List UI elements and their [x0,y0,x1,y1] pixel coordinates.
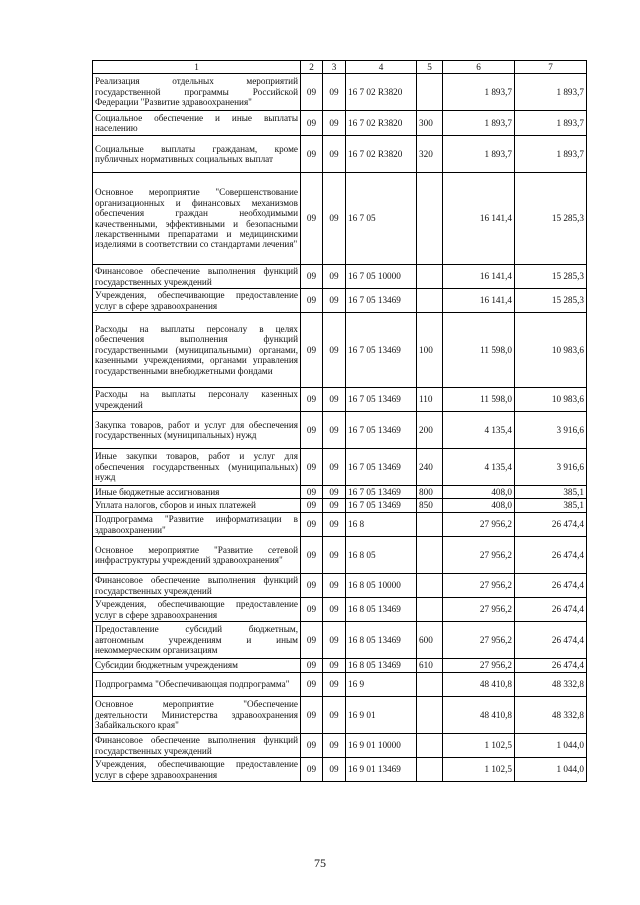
row-expense-type [417,758,443,782]
row-expense-type [417,598,443,622]
table-row [93,173,587,265]
row-subsection: 09 [323,388,346,412]
row-target-code: 16 7 05 13469 [346,388,417,412]
row-value-6: 11 598,0 [443,388,515,412]
row-value-7: 26 474,4 [515,598,587,622]
row-section: 09 [301,598,323,622]
row-subsection: 09 [323,486,346,499]
row-target-code: 16 8 05 10000 [346,574,417,598]
table-row [93,734,587,758]
row-subsection: 09 [323,598,346,622]
row-expense-type [417,734,443,758]
row-expense-type: 200 [417,412,443,449]
table-row [93,622,587,659]
row-value-7: 26 474,4 [515,622,587,659]
row-target-code: 16 9 01 [346,697,417,734]
table-row [93,486,587,499]
row-expense-type [417,289,443,313]
col-header-4: 4 [346,61,417,74]
row-section: 09 [301,574,323,598]
row-expense-type [417,74,443,111]
row-value-6: 27 956,2 [443,598,515,622]
row-expense-type: 320 [417,136,443,173]
row-name: Социальное обеспечение и иные выплаты населению [93,111,301,136]
table-body [93,74,587,782]
row-name: Иные закупки товаров, работ и услуг для обеспечения государственных (муниципальных) нужд [93,449,301,486]
row-target-code: 16 7 05 13469 [346,412,417,449]
row-value-6: 1 893,7 [443,111,515,136]
row-section: 09 [301,697,323,734]
row-subsection: 09 [323,412,346,449]
row-value-7: 1 893,7 [515,136,587,173]
row-target-code: 16 7 05 13469 [346,449,417,486]
table-row [93,388,587,412]
row-expense-type [417,673,443,697]
row-expense-type: 800 [417,486,443,499]
table-row [93,499,587,513]
row-value-7: 1 893,7 [515,111,587,136]
row-value-6: 1 102,5 [443,758,515,782]
table-row [93,136,587,173]
row-value-6: 11 598,0 [443,313,515,388]
row-section: 09 [301,734,323,758]
row-subsection: 09 [323,734,346,758]
row-value-6: 27 956,2 [443,622,515,659]
row-name: Субсидии бюджетным учреждениям [93,659,301,673]
row-target-code: 16 7 02 R3820 [346,111,417,136]
row-name: Учреждения, обеспечивающие предоставление услуг в сфере здравоохранения [93,598,301,622]
row-subsection: 09 [323,289,346,313]
row-name: Финансовое обеспечение выполнения функций государственных учреждений [93,265,301,289]
row-value-7: 1 044,0 [515,758,587,782]
page-number: 75 [314,856,326,870]
table-row [93,574,587,598]
header-row [93,61,587,74]
row-value-7: 48 332,8 [515,697,587,734]
col-header-7: 7 [515,61,587,74]
row-expense-type [417,537,443,574]
row-subsection: 09 [323,449,346,486]
row-target-code: 16 9 01 10000 [346,734,417,758]
row-value-6: 16 141,4 [443,265,515,289]
row-value-7: 385,1 [515,486,587,499]
row-section: 09 [301,265,323,289]
row-value-7: 15 285,3 [515,173,587,265]
row-subsection: 09 [323,758,346,782]
row-subsection: 09 [323,574,346,598]
row-target-code: 16 7 05 [346,173,417,265]
row-expense-type [417,173,443,265]
row-name: Расходы на выплаты персоналу казенных учреждений [93,388,301,412]
row-value-7: 10 983,6 [515,313,587,388]
row-value-7: 26 474,4 [515,659,587,673]
row-value-7: 26 474,4 [515,513,587,537]
table-row [93,673,587,697]
row-value-7: 26 474,4 [515,537,587,574]
row-name: Подпрограмма "Обеспечивающая подпрограмма" [93,673,301,697]
row-section: 09 [301,313,323,388]
row-value-6: 27 956,2 [443,659,515,673]
col-header-6: 6 [443,61,515,74]
row-subsection: 09 [323,697,346,734]
row-subsection: 09 [323,659,346,673]
table-row [93,758,587,782]
row-section: 09 [301,412,323,449]
table-row [93,289,587,313]
row-section: 09 [301,758,323,782]
table-row [93,513,587,537]
row-name: Реализация отдельных мероприятий государственной программы Российской Федерации "Развитие здравоохранения" [93,74,301,111]
row-target-code: 16 7 02 R3820 [346,136,417,173]
row-section: 09 [301,74,323,111]
budget-table [92,60,587,782]
row-value-6: 4 135,4 [443,412,515,449]
row-name: Основное мероприятие "Обеспечение деятельности Министерства здравоохранения Забайкальского края" [93,697,301,734]
row-subsection: 09 [323,313,346,388]
row-expense-type: 240 [417,449,443,486]
row-value-7: 3 916,6 [515,449,587,486]
row-name: Социальные выплаты гражданам, кроме публичных нормативных социальных выплат [93,136,301,173]
row-subsection: 09 [323,111,346,136]
row-section: 09 [301,622,323,659]
row-target-code: 16 7 05 13469 [346,313,417,388]
row-subsection: 09 [323,499,346,513]
row-value-6: 408,0 [443,499,515,513]
row-expense-type: 300 [417,111,443,136]
table-row [93,598,587,622]
row-value-7: 385,1 [515,499,587,513]
row-value-7: 3 916,6 [515,412,587,449]
table-row [93,659,587,673]
row-name: Основное мероприятие "Развитие сетевой инфраструктуры учреждений здравоохранения" [93,537,301,574]
table-row [93,111,587,136]
row-value-6: 4 135,4 [443,449,515,486]
table-row [93,537,587,574]
row-expense-type: 850 [417,499,443,513]
row-value-7: 15 285,3 [515,289,587,313]
row-value-6: 48 410,8 [443,697,515,734]
col-header-5: 5 [417,61,443,74]
row-name: Иные бюджетные ассигнования [93,486,301,499]
row-value-6: 48 410,8 [443,673,515,697]
table-row [93,74,587,111]
row-section: 09 [301,449,323,486]
row-subsection: 09 [323,265,346,289]
row-name: Учреждения, обеспечивающие предоставление услуг в сфере здравоохранения [93,289,301,313]
row-target-code: 16 8 05 13469 [346,622,417,659]
row-target-code: 16 9 [346,673,417,697]
row-subsection: 09 [323,673,346,697]
row-subsection: 09 [323,537,346,574]
row-value-7: 1 893,7 [515,74,587,111]
row-section: 09 [301,537,323,574]
row-value-6: 1 893,7 [443,136,515,173]
row-name: Подпрограмма "Развитие информатизации в здравоохранении" [93,513,301,537]
row-value-6: 1 102,5 [443,734,515,758]
row-name: Уплата налогов, сборов и иных платежей [93,499,301,513]
row-name: Учреждения, обеспечивающие предоставление услуг в сфере здравоохранения [93,758,301,782]
row-subsection: 09 [323,173,346,265]
row-expense-type: 110 [417,388,443,412]
row-value-7: 1 044,0 [515,734,587,758]
row-value-7: 15 285,3 [515,265,587,289]
row-target-code: 16 9 01 13469 [346,758,417,782]
row-value-6: 16 141,4 [443,289,515,313]
row-section: 09 [301,289,323,313]
col-header-1: 1 [93,61,301,74]
row-name: Расходы на выплаты персоналу в целях обеспечения выполнения функций государственными (муниципальными) органами, казенными учреждениями, органами управления государственными внебюджетными фондами [93,313,301,388]
row-name: Предоставление субсидий бюджетным, автономным учреждениям и иным некоммерческим организациям [93,622,301,659]
row-target-code: 16 7 05 10000 [346,265,417,289]
row-value-6: 27 956,2 [443,537,515,574]
row-section: 09 [301,486,323,499]
row-section: 09 [301,659,323,673]
row-expense-type: 600 [417,622,443,659]
row-value-7: 26 474,4 [515,574,587,598]
row-expense-type [417,697,443,734]
row-value-7: 10 983,6 [515,388,587,412]
row-expense-type: 610 [417,659,443,673]
row-expense-type [417,265,443,289]
table-row [93,449,587,486]
row-name: Финансовое обеспечение выполнения функций государственных учреждений [93,574,301,598]
row-name: Закупка товаров, работ и услуг для обеспечения государственных (муниципальных) нужд [93,412,301,449]
col-header-2: 2 [301,61,323,74]
table-row [93,265,587,289]
row-value-6: 16 141,4 [443,173,515,265]
row-value-6: 1 893,7 [443,74,515,111]
row-value-7: 48 332,8 [515,673,587,697]
row-name: Финансовое обеспечение выполнения функций государственных учреждений [93,734,301,758]
row-section: 09 [301,136,323,173]
row-value-6: 27 956,2 [443,574,515,598]
row-expense-type [417,513,443,537]
table-row [93,313,587,388]
row-value-6: 408,0 [443,486,515,499]
row-target-code: 16 7 05 13469 [346,289,417,313]
row-target-code: 16 8 [346,513,417,537]
table-row [93,412,587,449]
row-target-code: 16 7 02 R3820 [346,74,417,111]
row-value-6: 27 956,2 [443,513,515,537]
row-subsection: 09 [323,513,346,537]
row-target-code: 16 8 05 [346,537,417,574]
row-subsection: 09 [323,74,346,111]
row-section: 09 [301,673,323,697]
row-expense-type [417,574,443,598]
table-row [93,697,587,734]
row-name: Основное мероприятие "Совершенствование организационных и финансовых механизмов обеспечения граждан необходимыми качественными, эффективными и безопасными лекарственными препаратами и медицинскими изделиями в соответствии со стандартами лечения" [93,173,301,265]
row-target-code: 16 7 05 13469 [346,486,417,499]
row-section: 09 [301,499,323,513]
row-target-code: 16 8 05 13469 [346,598,417,622]
row-subsection: 09 [323,136,346,173]
row-target-code: 16 8 05 13469 [346,659,417,673]
row-section: 09 [301,173,323,265]
row-expense-type: 100 [417,313,443,388]
row-target-code: 16 7 05 13469 [346,499,417,513]
row-section: 09 [301,111,323,136]
row-subsection: 09 [323,622,346,659]
row-section: 09 [301,513,323,537]
col-header-3: 3 [323,61,346,74]
row-section: 09 [301,388,323,412]
